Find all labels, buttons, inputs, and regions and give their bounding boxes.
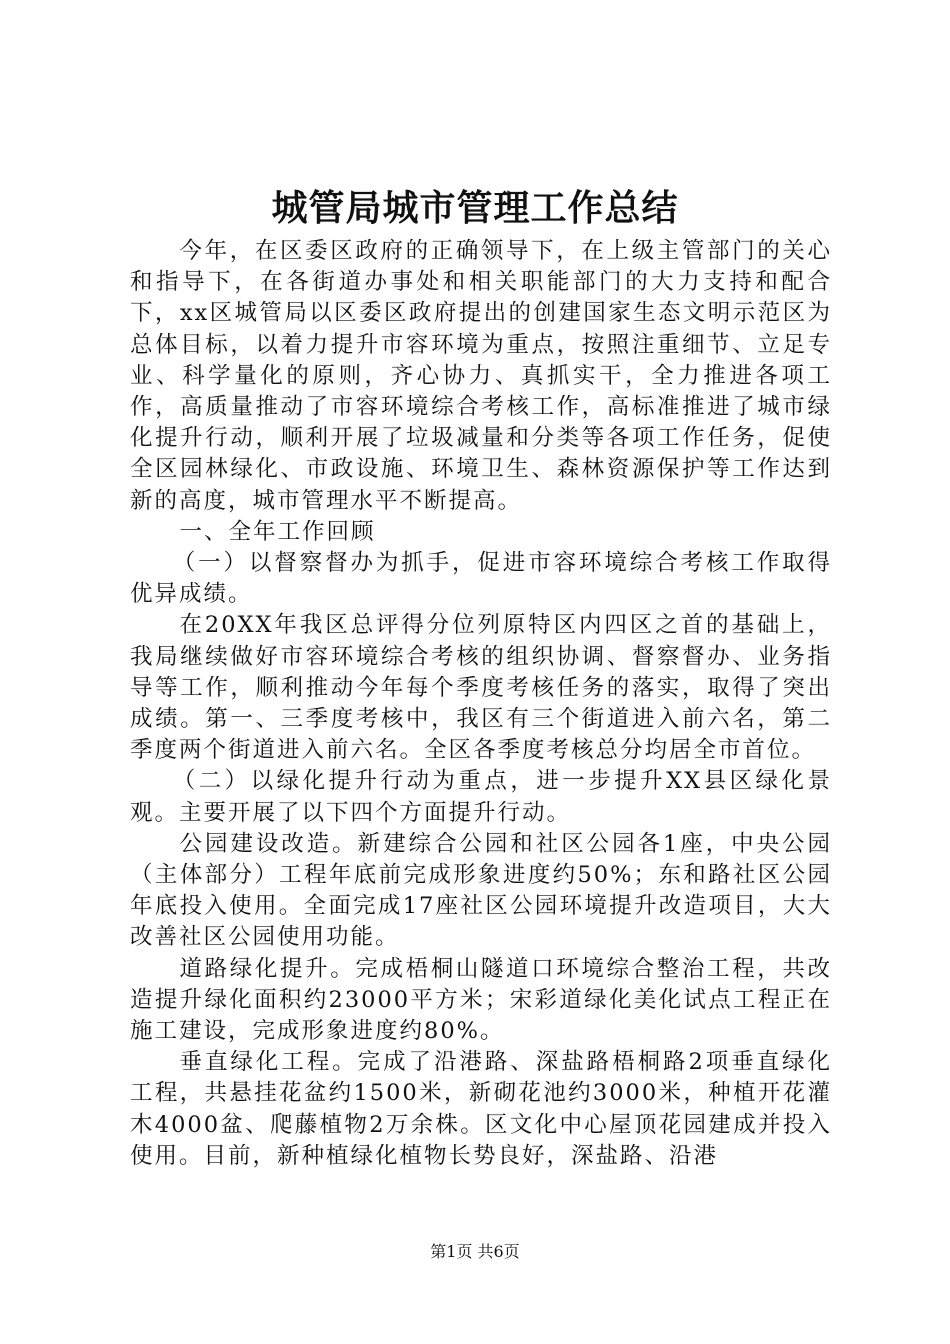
subsection-heading-1: （一）以督察督办为抓手，促进市容环境综合考核工作取得优异成绩。 xyxy=(130,550,832,608)
intro-paragraph: 今年，在区委区政府的正确领导下，在上级主管部门的关心和指导下，在各街道办事处和相关职能部门的大力支持和配合下，xx区城管局以区委区政府提出的创建国家生态文明示范区为总体目标，以着力提升市容环境为重点，按照注重细节、立足专业、科学量化的原则，齐心协力、真抓实干，全力推进各项工作，高质量推动了市容环境综合考核工作，高标准推进了城市绿化提升行动，顺利开展了垃圾减量和分类等各项工作任务，促使全区园林绿化、市政设施、环境卫生、森林资源保护等工作达到新的高度，城市管理水平不断提高。 xyxy=(130,238,832,514)
body-paragraph: 道路绿化提升。完成梧桐山隧道口环境综合整治工程，共改造提升绿化面积约23000平方米；宋彩道绿化美化试点工程正在施工建设，完成形象进度约80%。 xyxy=(130,955,832,1045)
page-number: 第1页 共6页 xyxy=(430,1242,520,1261)
document-title: 城管局城市管理工作总结 xyxy=(271,187,679,229)
document-body xyxy=(130,236,832,1172)
subsection-heading-2: （二）以绿化提升行动为重点，进一步提升XX县区绿化景观。主要开展了以下四个方面提升行动。 xyxy=(130,768,832,826)
body-paragraph: 在20XX年我区总评得分位列原特区内四区之首的基础上，我局继续做好市容环境综合考核的组织协调、督察督办、业务指导等工作，顺利推动今年每个季度考核任务的落实，取得了突出成绩。第一、三季度考核中，我区有三个街道进入前六名，第二季度两个街道进入前六名。全区各季度考核总分均居全市首位。 xyxy=(130,612,832,764)
body-paragraph: 垂直绿化工程。完成了沿港路、深盐路梧桐路2项垂直绿化工程，共悬挂花盆约1500米，新砌花池约3000米，种植开花灌木4000盆、爬藤植物2万余株。区文化中心屋顶花园建成并投入使用。目前，新种植绿化植物长势良好，深盐路、沿港 xyxy=(130,1049,832,1169)
section-heading: 一、全年工作回顾 xyxy=(179,518,376,545)
body-paragraph: 公园建设改造。新建综合公园和社区公园各1座，中央公园（主体部分）工程年底前完成形象进度约50%；东和路社区公园年底投入使用。全面完成17座社区公园环境提升改造项目，大大改善社区公园使用功能。 xyxy=(130,830,832,951)
